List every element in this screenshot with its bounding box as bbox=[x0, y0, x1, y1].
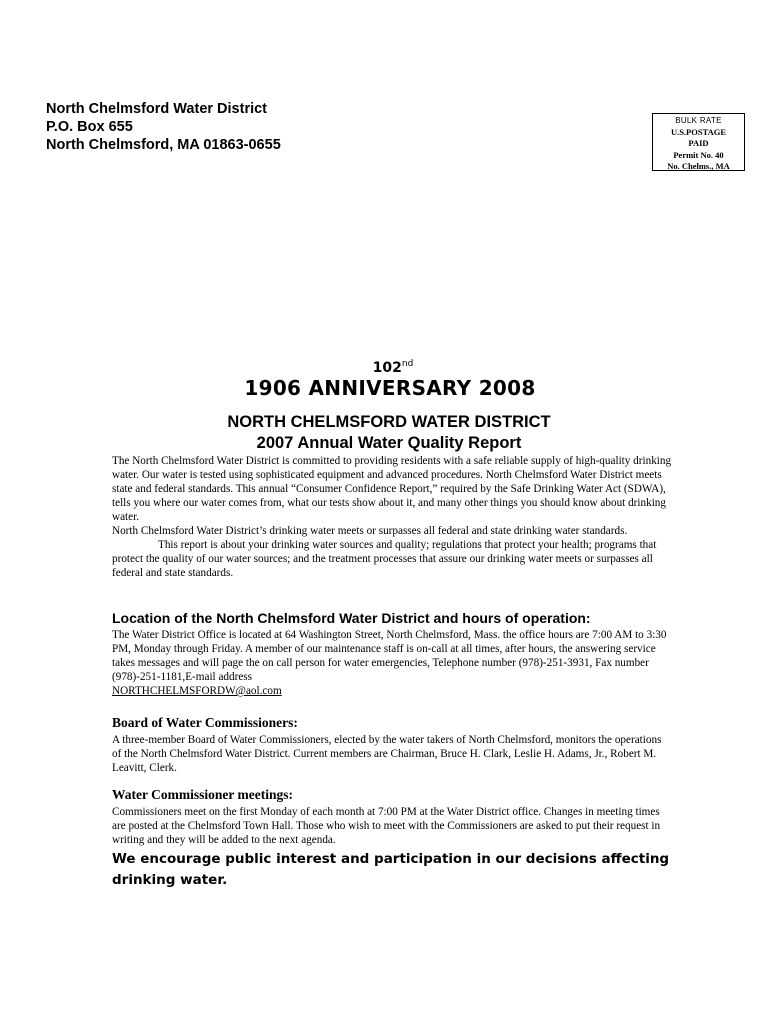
intro-paragraph-2: North Chelmsford Water District’s drinking water meets or surpasses all federal and state drinking water standards. bbox=[112, 525, 628, 537]
meetings-section bbox=[112, 805, 672, 847]
anniversary-number-value: 102 bbox=[372, 360, 402, 376]
location-section bbox=[112, 628, 672, 698]
district-title: NORTH CHELMSFORD WATER DISTRICT bbox=[227, 413, 551, 431]
sender-address bbox=[46, 100, 281, 154]
postage-bulk-rate: BULK RATE bbox=[675, 116, 722, 125]
sender-po-box: P.O. Box 655 bbox=[46, 119, 133, 135]
board-text: A three-member Board of Water Commissioners, elected by the water takers of North Chelmsford, monitors the operations of the North Chelmsford Water District. Current members are Chairman, Bruce H. Clark, Leslie H. Adams, Jr., Robert M. Leavitt, Clerk. bbox=[112, 734, 662, 774]
intro-section bbox=[112, 454, 672, 580]
anniversary-number bbox=[0, 359, 768, 376]
anniversary-line: 1906 ANNIVERSARY 2008 bbox=[244, 376, 536, 400]
sender-city-state-zip: North Chelmsford, MA 01863-0655 bbox=[46, 137, 281, 153]
intro-paragraph-1: The North Chelmsford Water District is committed to providing residents with a safe reliable supply of high-quality drinking water. Our water is tested using sophisticated equipment and advanced procedures. North Chelmsford Water District meets state and federal standards. This annual “Consumer Confidence Report,” required by the Safe Drinking Water Act (SDWA), tells you where our water comes from, what our tests show about it, and many other things you should know about drinking water. bbox=[112, 455, 672, 523]
sender-name: North Chelmsford Water District bbox=[46, 101, 268, 117]
board-heading: Board of Water Commissioners: bbox=[112, 715, 298, 730]
postage-us-postage: U.S.POSTAGE bbox=[670, 126, 727, 137]
meetings-text: Commissioners meet on the first Monday of each month at 7:00 PM at the Water District office. Changes in meeting times are posted at the Chelmsford Town Hall. Those who wish to meet with the Commissioners are asked to put their request in writing and they will be added to the next agenda. bbox=[112, 806, 661, 846]
anniversary-number-suffix: nd bbox=[401, 359, 414, 369]
meetings-heading: Water Commissioner meetings: bbox=[112, 787, 293, 802]
postage-location: No. Chelms., MA bbox=[667, 161, 730, 171]
intro-paragraph-3: This report is about your drinking water sources and quality; regulations that protect your health; programs that protect the quality of our water sources; and the treatment processes that assure our drinking water meets or surpasses all federal and state standards. bbox=[112, 539, 657, 579]
location-text: The Water District Office is located at 64 Washington Street, North Chelmsford, Mass. the office hours are 7:00 AM to 3:30 PM, Monday through Friday. A member of our maintenance staff is on-call at all times, after hours, the answering service takes messages and will page the on call person for water emergencies, Telephone number (978)-251-3931, Fax number (978)-251-1181,E-mail address bbox=[112, 629, 667, 683]
postage-indicia bbox=[652, 113, 745, 171]
postage-paid: PAID bbox=[688, 138, 709, 148]
report-heading bbox=[0, 412, 768, 454]
report-title: 2007 Annual Water Quality Report bbox=[256, 434, 522, 452]
location-heading: Location of the North Chelmsford Water District and hours of operation: bbox=[112, 610, 591, 626]
email-link[interactable]: NORTHCHELMSFORDW@aol.com bbox=[112, 685, 282, 697]
board-section bbox=[112, 733, 672, 775]
postage-permit: Permit No. 40 bbox=[673, 149, 724, 160]
closing-statement: We encourage public interest and participation in our decisions affecting drinking water. bbox=[112, 851, 670, 888]
